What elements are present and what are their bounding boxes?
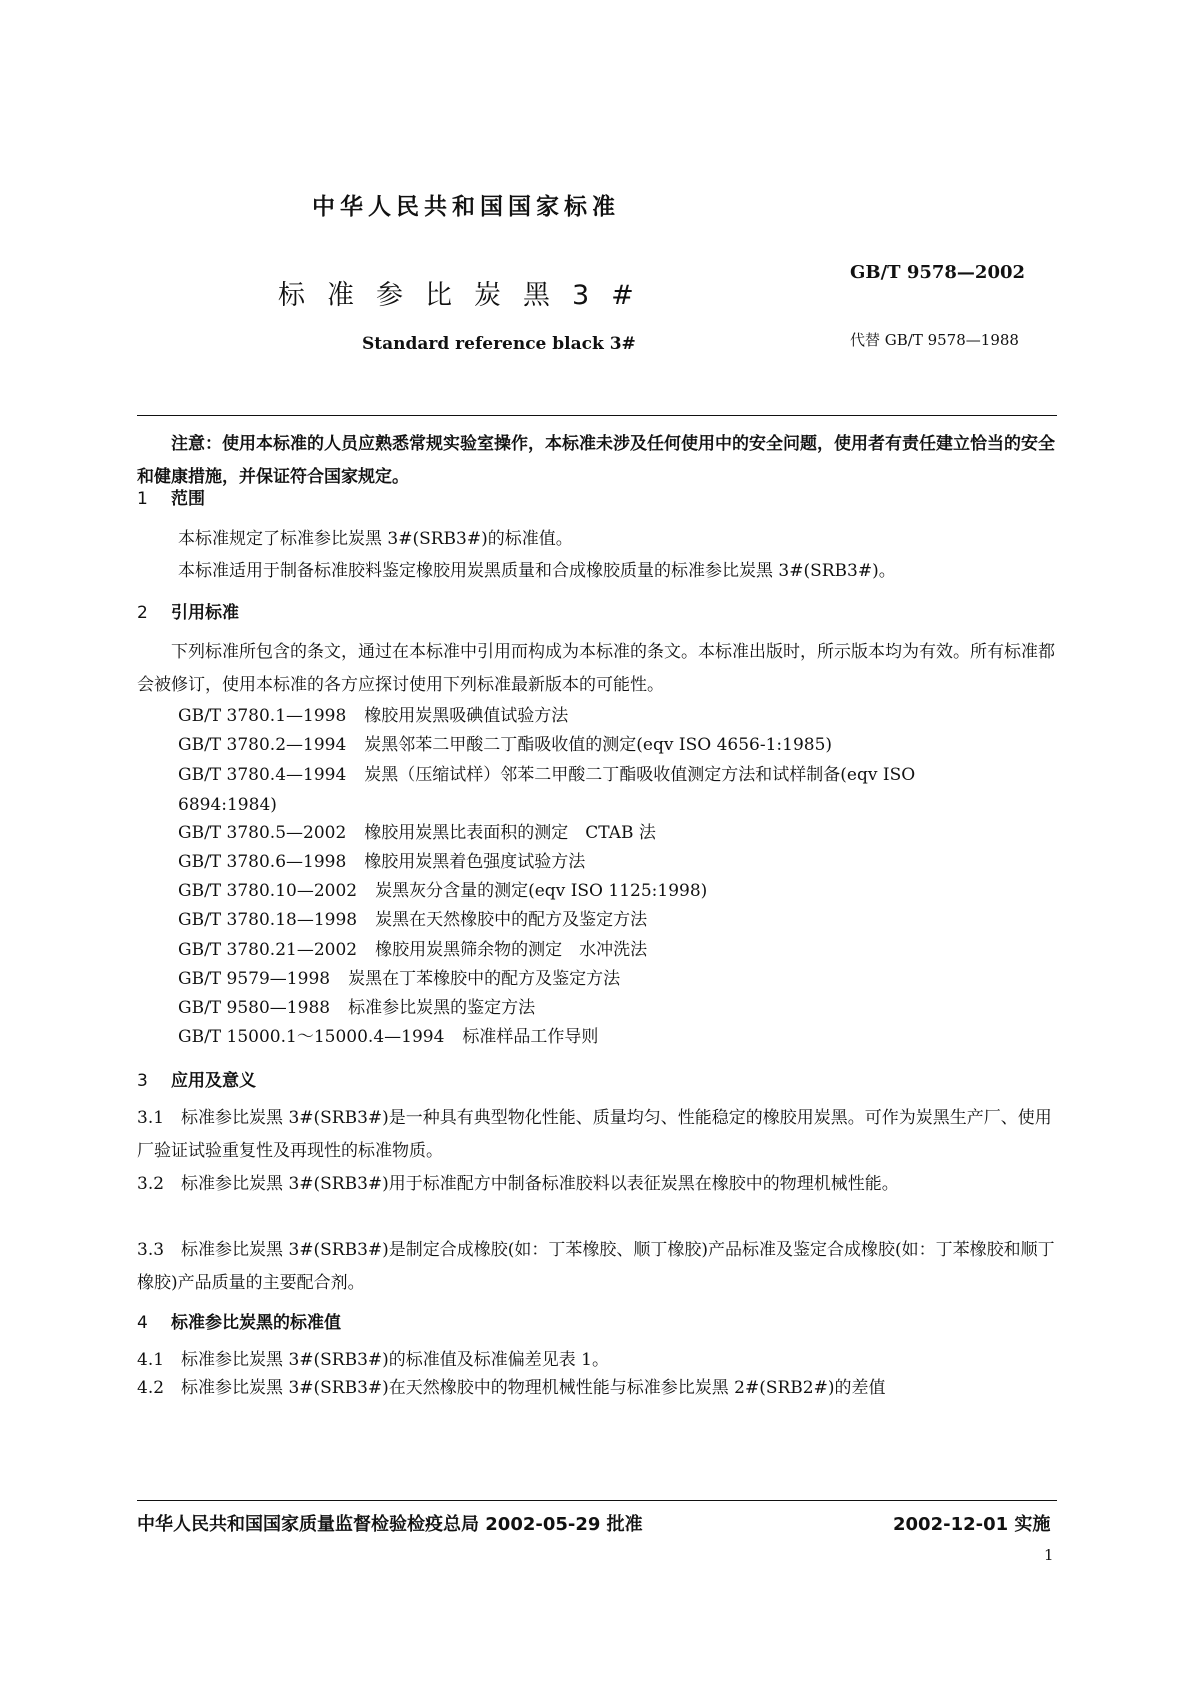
reference-item <box>178 905 647 930</box>
reference-item <box>178 701 568 726</box>
section-number: 2 <box>137 603 148 623</box>
reference-name: 橡胶用炭黑吸碘值试验方法 <box>364 706 569 726</box>
reference-code: GB/T 3780.4—1994 <box>178 765 347 785</box>
reference-code: GB/T 3780.6—1998 <box>178 852 347 872</box>
reference-name: 标准样品工作导则 <box>462 1027 599 1047</box>
standard-code: GB/T 9578—2002 <box>850 262 1026 283</box>
page-number: 1 <box>1044 1546 1054 1564</box>
reference-item <box>178 993 535 1018</box>
reference-item <box>178 964 620 989</box>
section-title: 应用及意义 <box>171 1071 256 1091</box>
reference-name: 橡胶用炭黑着色强度试验方法 <box>364 852 586 872</box>
reference-item <box>178 818 656 843</box>
footer-divider <box>137 1500 1057 1501</box>
reference-item <box>178 730 832 755</box>
national-standard-label: 中华人民共和国国家标准 <box>312 194 620 220</box>
safety-note: 注意：使用本标准的人员应熟悉常规实验室操作，本标准未涉及任何使用中的安全问题，使用者有责任建立恰当的安全和健康措施，并保证符合国家规定。 <box>137 434 1055 487</box>
standard-title-en: Standard reference black 3# <box>362 334 636 354</box>
replaces-standard: 代替 GB/T 9578—1988 <box>850 331 1019 349</box>
reference-item <box>178 847 585 872</box>
section-1-heading <box>137 484 205 509</box>
scope-paragraph-1: 本标准规定了标准参比炭黑 3#(SRB3#)的标准值。 <box>178 529 573 549</box>
reference-code: GB/T 9580—1988 <box>178 998 331 1018</box>
reference-name: 炭黑灰分含量的测定(eqv ISO 1125:1998) <box>375 881 708 901</box>
reference-name: 炭黑邻苯二甲酸二丁酯吸收值的测定(eqv ISO 4656-1:1985) <box>364 735 833 755</box>
effective-date: 2002-12-01 实施 <box>893 1514 1051 1535</box>
section-title: 引用标准 <box>171 603 239 623</box>
reference-item <box>178 1022 598 1047</box>
reference-code: GB/T 3780.10—2002 <box>178 881 358 901</box>
approval-line: 中华人民共和国国家质量监督检验检疫总局 2002-05-29 批准 <box>137 1514 643 1535</box>
section-3-heading <box>137 1066 256 1091</box>
clause-3-1: 3.1 标准参比炭黑 3#(SRB3#)是一种具有典型物化性能、质量均匀、性能稳定的橡胶用炭黑。可作为炭黑生产厂、使用厂验证试验重复性及再现性的标准物质。 <box>137 1108 1052 1161</box>
reference-name: 炭黑在天然橡胶中的配方及鉴定方法 <box>375 910 648 930</box>
section-number: 1 <box>137 489 148 509</box>
section-title: 范围 <box>171 489 205 509</box>
reference-code: GB/T 9579—1998 <box>178 969 331 989</box>
scope-paragraph-2: 本标准适用于制备标准胶料鉴定橡胶用炭黑质量和合成橡胶质量的标准参比炭黑 3#(SRB3#)。 <box>178 561 896 581</box>
clause-4-1: 4.1 标准参比炭黑 3#(SRB3#)的标准值及标准偏差见表 1。 <box>137 1350 609 1370</box>
section-number: 4 <box>137 1313 148 1333</box>
reference-code: GB/T 15000.1～15000.4—1994 <box>178 1027 445 1047</box>
reference-item <box>178 760 988 820</box>
reference-code: GB/T 3780.2—1994 <box>178 735 347 755</box>
reference-name: 橡胶用炭黑筛余物的测定 水冲洗法 <box>375 940 648 960</box>
reference-code: GB/T 3780.21—2002 <box>178 940 358 960</box>
section-title: 标准参比炭黑的标准值 <box>171 1313 341 1333</box>
header-divider <box>137 415 1057 416</box>
clause-4-2: 4.2 标准参比炭黑 3#(SRB3#)在天然橡胶中的物理机械性能与标准参比炭黑 2#(SRB2#)的差值 <box>137 1378 886 1398</box>
reference-name: 标准参比炭黑的鉴定方法 <box>348 998 536 1018</box>
clause-3-2: 3.2 标准参比炭黑 3#(SRB3#)用于标准配方中制备标准胶料以表征炭黑在橡胶中的物理机械性能。 <box>137 1174 899 1194</box>
reference-name: 炭黑在丁苯橡胶中的配方及鉴定方法 <box>348 969 621 989</box>
section-number: 3 <box>137 1071 148 1091</box>
references-intro: 下列标准所包含的条文，通过在本标准中引用而构成为本标准的条文。本标准出版时，所示版本均为有效。所有标准都会被修订，使用本标准的各方应探讨使用下列标准最新版本的可能性。 <box>137 642 1055 695</box>
reference-name: 橡胶用炭黑比表面积的测定 CTAB 法 <box>364 823 656 843</box>
reference-code: GB/T 3780.18—1998 <box>178 910 358 930</box>
section-2-heading <box>137 598 239 623</box>
reference-code: GB/T 3780.1—1998 <box>178 706 347 726</box>
reference-name: 炭黑（压缩试样）邻苯二甲酸二丁酯吸收值测定方法和试样制备(eqv ISO 6894:1984) <box>178 765 916 815</box>
standard-title-cn: 标准参比炭黑3# <box>278 280 656 311</box>
section-4-heading <box>137 1308 341 1333</box>
reference-item <box>178 935 647 960</box>
clause-3-3: 3.3 标准参比炭黑 3#(SRB3#)是制定合成橡胶(如：丁苯橡胶、顺丁橡胶)产品标准及鉴定合成橡胶(如：丁苯橡胶和顺丁橡胶)产品质量的主要配合剂。 <box>137 1240 1055 1293</box>
reference-code: GB/T 3780.5—2002 <box>178 823 347 843</box>
reference-item <box>178 876 707 901</box>
